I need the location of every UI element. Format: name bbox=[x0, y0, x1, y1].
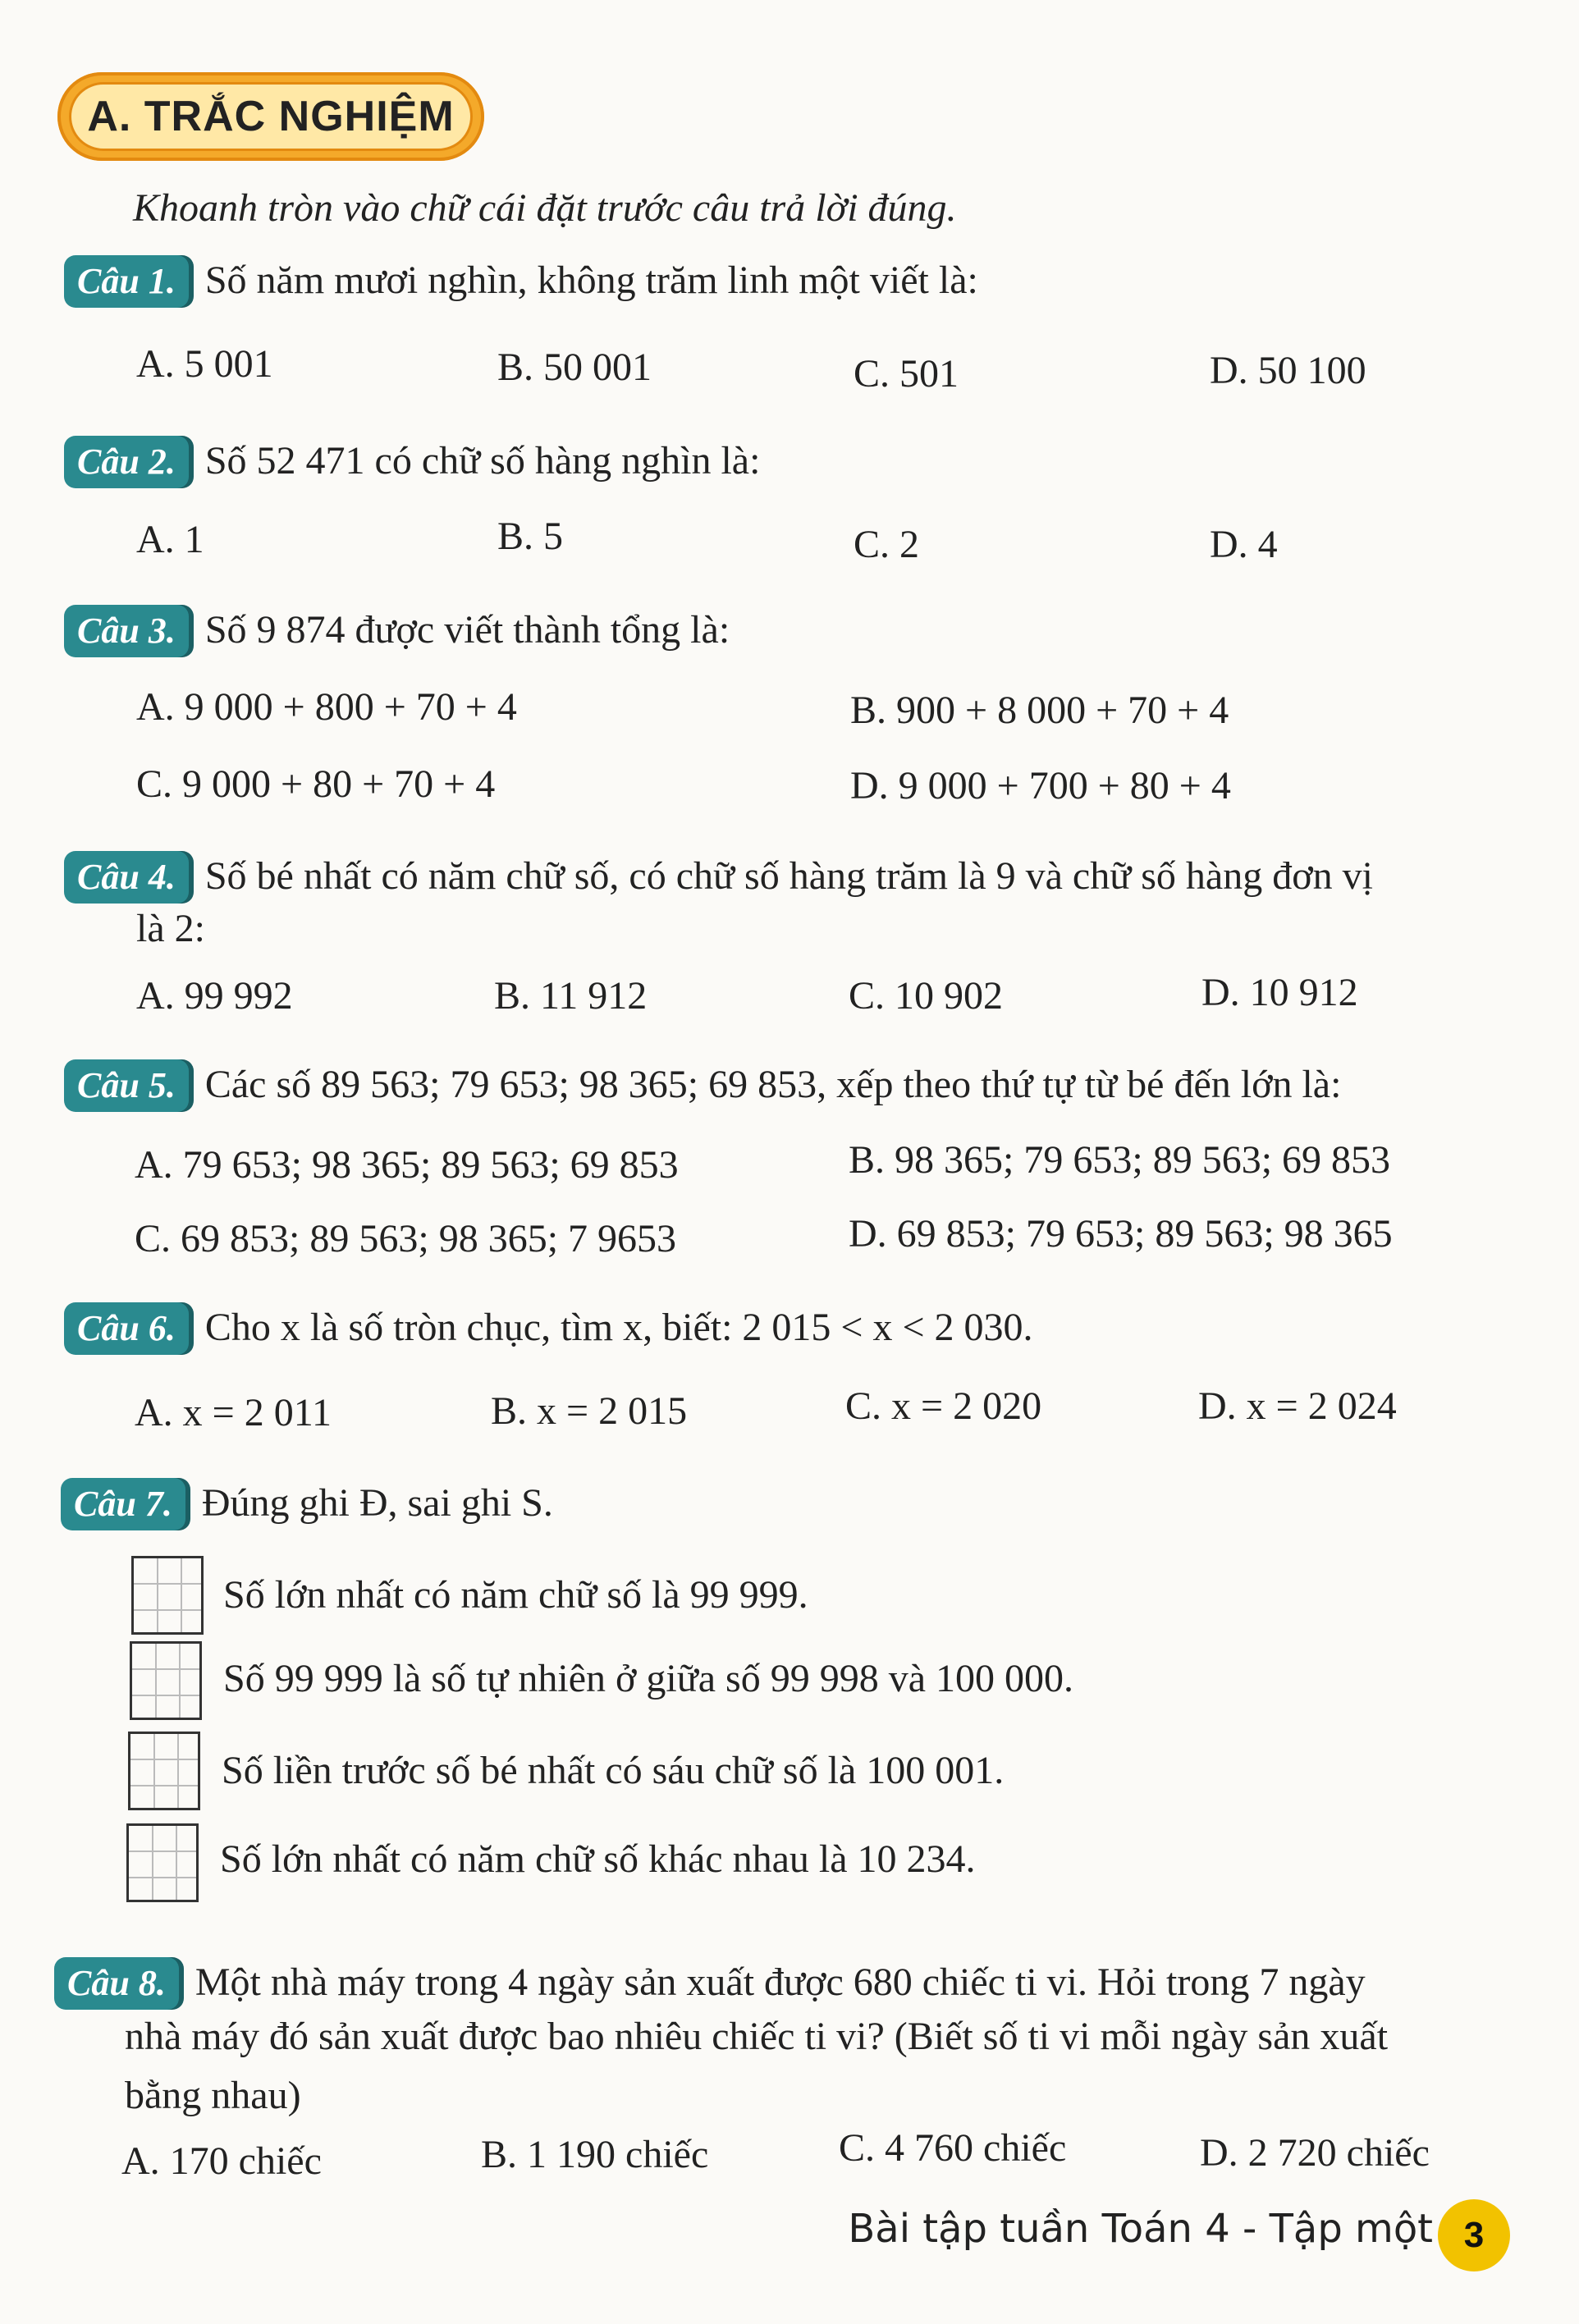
question-5 bbox=[64, 1059, 1341, 1112]
question-label: Câu 4. bbox=[64, 851, 189, 904]
question-text-continued: bằng nhau) bbox=[125, 2074, 301, 2117]
question-text-continued: là 2: bbox=[136, 907, 205, 950]
question-label: Câu 3. bbox=[64, 605, 189, 657]
question-text: Số năm mươi nghìn, không trăm linh một viết là: bbox=[204, 258, 978, 302]
book-title: Bài tập tuần Toán 4 - Tập một bbox=[848, 2206, 1433, 2252]
question-label: Câu 5. bbox=[64, 1059, 189, 1112]
question-label: Câu 1. bbox=[64, 255, 189, 308]
statement: Số lớn nhất có năm chữ số là 99 999. bbox=[223, 1573, 808, 1617]
question-label: Câu 7. bbox=[61, 1478, 185, 1530]
question-3 bbox=[64, 604, 730, 657]
instruction-text: Khoanh tròn vào chữ cái đặt trước câu trả lời đúng. bbox=[133, 186, 957, 230]
option-a[interactable]: A. 170 chiếc bbox=[121, 2139, 322, 2183]
question-1 bbox=[64, 254, 978, 308]
statement: Số lớn nhất có năm chữ số khác nhau là 10 234. bbox=[220, 1837, 976, 1881]
option-d[interactable]: D. x = 2 024 bbox=[1198, 1384, 1397, 1428]
option-c[interactable]: C. 9 000 + 80 + 70 + 4 bbox=[136, 762, 496, 806]
question-text: Số bé nhất có năm chữ số, có chữ số hàng trăm là 9 và chữ số hàng đơn vị bbox=[204, 854, 1373, 898]
option-b[interactable]: B. 900 + 8 000 + 70 + 4 bbox=[850, 689, 1229, 732]
option-c[interactable]: C. 10 902 bbox=[849, 974, 1004, 1018]
question-label: Câu 2. bbox=[64, 436, 189, 488]
statement: Số 99 999 là số tự nhiên ở giữa số 99 998 và 100 000. bbox=[223, 1657, 1074, 1700]
question-text: Các số 89 563; 79 653; 98 365; 69 853, xếp theo thứ tự từ bé đến lớn là: bbox=[204, 1063, 1342, 1106]
question-text: Cho x là số tròn chục, tìm x, biết: 2 015 < x < 2 030. bbox=[204, 1306, 1033, 1349]
question-text: Số 52 471 có chữ số hàng nghìn là: bbox=[204, 439, 761, 483]
answer-box[interactable] bbox=[130, 1641, 202, 1720]
question-text-continued: nhà máy đó sản xuất được bao nhiêu chiếc ti vi? (Biết số ti vi mỗi ngày sản xuất bbox=[125, 2015, 1389, 2058]
option-d[interactable]: D. 4 bbox=[1210, 523, 1278, 566]
question-label: Câu 6. bbox=[64, 1302, 189, 1355]
option-b[interactable]: B. 1 190 chiếc bbox=[481, 2133, 709, 2176]
option-d[interactable]: D. 10 912 bbox=[1201, 971, 1358, 1014]
question-6 bbox=[64, 1302, 1033, 1355]
option-c[interactable]: C. 69 853; 89 563; 98 365; 7 9653 bbox=[135, 1217, 677, 1260]
question-text: Số 9 874 được viết thành tổng là: bbox=[204, 608, 730, 652]
option-a[interactable]: A. 99 992 bbox=[136, 974, 293, 1018]
option-a[interactable]: A. 79 653; 98 365; 89 563; 69 853 bbox=[135, 1143, 679, 1187]
question-4 bbox=[64, 850, 1373, 904]
question-text: Đúng ghi Đ, sai ghi S. bbox=[201, 1481, 553, 1525]
option-a[interactable]: A. 5 001 bbox=[136, 342, 273, 386]
option-c[interactable]: C. 4 760 chiếc bbox=[839, 2126, 1067, 2170]
option-a[interactable]: A. x = 2 011 bbox=[135, 1391, 332, 1434]
answer-box[interactable] bbox=[126, 1823, 199, 1902]
question-text: Một nhà máy trong 4 ngày sản xuất được 680 chiếc ti vi. Hỏi trong 7 ngày bbox=[195, 1960, 1366, 2004]
section-title: A. TRẮC NGHIỆM bbox=[69, 82, 473, 151]
question-7 bbox=[61, 1477, 553, 1530]
option-b[interactable]: B. 5 bbox=[497, 515, 564, 558]
option-c[interactable]: C. x = 2 020 bbox=[845, 1384, 1042, 1428]
answer-box[interactable] bbox=[128, 1732, 200, 1810]
option-b[interactable]: B. 98 365; 79 653; 89 563; 69 853 bbox=[849, 1138, 1391, 1182]
option-d[interactable]: D. 50 100 bbox=[1210, 349, 1366, 392]
option-d[interactable]: D. 9 000 + 700 + 80 + 4 bbox=[850, 764, 1231, 807]
option-c[interactable]: C. 501 bbox=[854, 352, 959, 396]
option-b[interactable]: B. 50 001 bbox=[497, 345, 652, 389]
option-c[interactable]: C. 2 bbox=[854, 523, 920, 566]
page-number: 3 bbox=[1438, 2199, 1510, 2271]
answer-box[interactable] bbox=[131, 1556, 204, 1635]
question-2 bbox=[64, 435, 760, 488]
option-a[interactable]: A. 1 bbox=[136, 518, 204, 561]
option-b[interactable]: B. x = 2 015 bbox=[491, 1389, 688, 1433]
question-8 bbox=[54, 1956, 1366, 2010]
option-b[interactable]: B. 11 912 bbox=[494, 974, 648, 1018]
section-badge bbox=[57, 72, 484, 161]
option-d[interactable]: D. 69 853; 79 653; 89 563; 98 365 bbox=[849, 1212, 1393, 1256]
statement: Số liền trước số bé nhất có sáu chữ số là 100 001. bbox=[222, 1749, 1005, 1792]
option-d[interactable]: D. 2 720 chiếc bbox=[1200, 2131, 1430, 2175]
option-a[interactable]: A. 9 000 + 800 + 70 + 4 bbox=[136, 685, 517, 729]
question-label: Câu 8. bbox=[54, 1957, 179, 2010]
